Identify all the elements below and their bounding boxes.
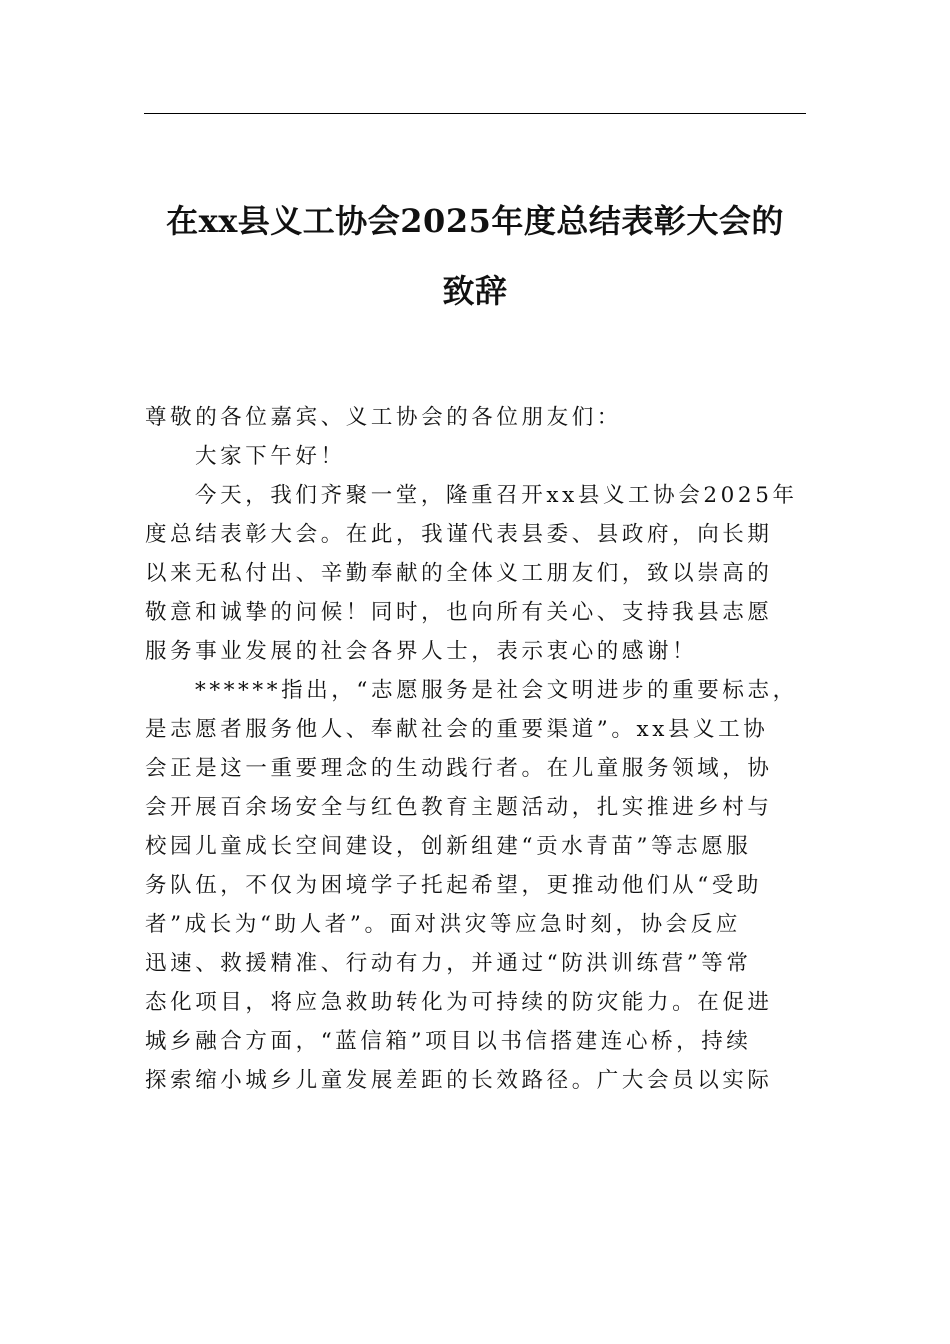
paragraph-1-line: 以来无私付出、辛勤奉献的全体义工朋友们，致以崇高的	[145, 561, 773, 586]
header-rule	[144, 113, 806, 114]
document-body	[145, 398, 807, 1100]
salutation: 尊敬的各位嘉宾、义工协会的各位朋友们：	[145, 405, 622, 430]
paragraph-2-line: 态化项目，将应急救助转化为可持续的防灾能力。在促进	[145, 990, 773, 1015]
paragraph-2-line: 是志愿者服务他人、奉献社会的重要渠道”。xx县义工协	[145, 717, 769, 742]
paragraph-2-line: 迅速、救援精准、行动有力，并通过“防洪训练营”等常	[145, 951, 752, 976]
paragraph-2-line: 会开展百余场安全与红色教育主题活动，扎实推进乡村与	[145, 795, 773, 820]
paragraph-1-line: 今天，我们齐聚一堂，隆重召开xx县义工协会2025年	[195, 483, 798, 508]
paragraph-1	[145, 476, 807, 671]
title-line-1: 在xx县义工协会2025年度总结表彰大会的	[166, 202, 784, 240]
greeting: 大家下午好！	[195, 444, 346, 469]
paragraph-2-line: 务队伍，不仅为困境学子托起希望，更推动他们从“受助	[145, 873, 762, 898]
title-line-2: 致辞	[442, 272, 508, 310]
paragraph-2-line: 探索缩小城乡儿童发展差距的长效路径。广大会员以实际	[145, 1068, 773, 1093]
paragraph-1-line: 敬意和诚挚的问候！同时，也向所有关心、支持我县志愿	[145, 600, 773, 625]
paragraph-2-line: 者”成长为“助人者”。面对洪灾等应急时刻，协会反应	[145, 912, 741, 937]
paragraph-2-line: 会正是这一重要理念的生动践行者。在儿童服务领域，协	[145, 756, 773, 781]
paragraph-2-line: 城乡融合方面，“蓝信箱”项目以书信搭建连心桥，持续	[145, 1029, 752, 1054]
paragraph-1-line: 度总结表彰大会。在此，我谨代表县委、县政府，向长期	[145, 522, 773, 547]
document-title	[130, 186, 820, 326]
paragraph-2-line: ******指出，“志愿服务是社会文明进步的重要标志，	[195, 678, 798, 703]
paragraph-2-line: 校园儿童成长空间建设，创新组建“贡水青苗”等志愿服	[145, 834, 752, 859]
paragraph-2	[145, 671, 807, 1100]
paragraph-1-line: 服务事业发展的社会各界人士，表示衷心的感谢！	[145, 639, 698, 664]
